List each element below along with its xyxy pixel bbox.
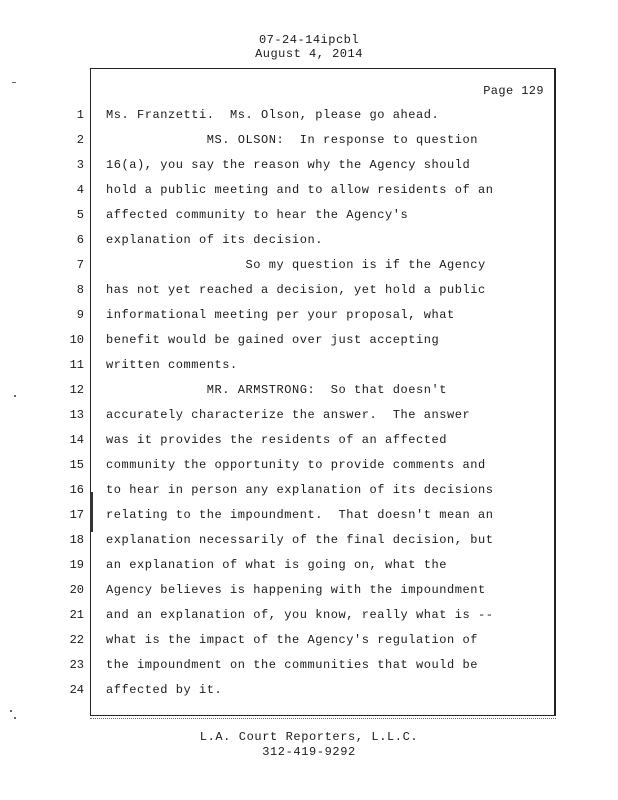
transcript-line [0, 608, 618, 633]
line-text: explanation of its decision. [106, 233, 324, 247]
scan-speck [14, 717, 16, 719]
line-number: 23 [69, 658, 84, 672]
line-text: relating to the impoundment. That doesn't mean an [106, 508, 494, 522]
line-number: 10 [69, 333, 84, 347]
line-number: 15 [69, 458, 84, 472]
scan-speck [10, 710, 12, 712]
line-number: 3 [76, 158, 84, 172]
transcript-line [0, 458, 618, 483]
line-number: 21 [69, 608, 84, 622]
line-text: accurately characterize the answer. The answer [106, 408, 471, 422]
transcript-line [0, 683, 618, 708]
scan-speck [14, 395, 16, 397]
line-number: 16 [69, 483, 84, 497]
line-text: an explanation of what is going on, what the [106, 558, 448, 572]
transcript-line [0, 558, 618, 583]
line-number: 22 [69, 633, 84, 647]
transcript-line [0, 583, 618, 608]
line-text: has not yet reached a decision, yet hold a public [106, 283, 486, 297]
line-number: 7 [76, 258, 84, 272]
transcript-line [0, 183, 618, 208]
line-number: 8 [76, 283, 84, 297]
line-number: 2 [76, 133, 84, 147]
line-text: affected by it. [106, 683, 223, 697]
transcript-line [0, 408, 618, 433]
transcript-file-id: 07-24-14ipcbl [258, 33, 360, 47]
line-number: 4 [76, 183, 84, 197]
line-number: 20 [69, 583, 84, 597]
line-text: So my question is if the Agency [106, 258, 486, 272]
line-number: 5 [76, 208, 84, 222]
line-text: the impoundment on the communities that would be [106, 658, 479, 672]
transcript-line [0, 283, 618, 308]
transcript-line [0, 108, 618, 133]
line-text: hold a public meeting and to allow residents of an [106, 183, 494, 197]
transcript-line [0, 508, 618, 533]
line-number: 9 [76, 308, 84, 322]
line-text: MS. OLSON: In response to question [106, 133, 479, 147]
line-text: and an explanation of, you know, really what is -- [106, 608, 494, 622]
line-text: informational meeting per your proposal, what [106, 308, 455, 322]
line-text: affected community to hear the Agency's [106, 208, 409, 222]
transcript-line [0, 483, 618, 508]
transcript-line [0, 333, 618, 358]
transcript-line [0, 633, 618, 658]
line-number: 24 [69, 683, 84, 697]
transcript-line [0, 308, 618, 333]
line-number: 13 [69, 408, 84, 422]
transcript-line [0, 233, 618, 258]
line-number: 6 [76, 233, 84, 247]
line-text: community the opportunity to provide comments and [106, 458, 486, 472]
line-text: written comments. [106, 358, 238, 372]
line-text: what is the impact of the Agency's regulation of [106, 633, 479, 647]
line-text: Ms. Franzetti. Ms. Olson, please go ahead. [106, 108, 440, 122]
transcript-line [0, 658, 618, 683]
transcript-line [0, 533, 618, 558]
line-number: 1 [76, 108, 84, 122]
line-text: benefit would be gained over just accepting [106, 333, 440, 347]
court-reporter-phone: 312-419-9292 [262, 745, 356, 759]
transcript-line [0, 133, 618, 158]
line-number: 18 [69, 533, 84, 547]
line-text: was it provides the residents of an affected [106, 433, 448, 447]
transcript-line [0, 433, 618, 458]
line-number: 14 [69, 433, 84, 447]
transcript-line [0, 158, 618, 183]
transcript-line [0, 258, 618, 283]
line-text: MR. ARMSTRONG: So that doesn't [106, 383, 448, 397]
line-number: 19 [69, 558, 84, 572]
line-text: 16(a), you say the reason why the Agency should [106, 158, 471, 172]
transcript-line [0, 208, 618, 233]
transcript-line [0, 358, 618, 383]
scan-speck [12, 82, 16, 83]
transcript-line [0, 383, 618, 408]
court-reporter-company: L.A. Court Reporters, L.L.C. [199, 730, 419, 744]
page-number-label: Page 129 [483, 84, 544, 98]
line-number: 17 [69, 508, 84, 522]
transcript-date: August 4, 2014 [255, 47, 363, 61]
line-text: Agency believes is happening with the impoundment [106, 583, 486, 597]
line-number: 11 [69, 358, 84, 372]
line-number: 12 [69, 383, 84, 397]
frame-bottom-border [90, 718, 556, 719]
line-text: explanation necessarily of the final decision, but [106, 533, 494, 547]
line-text: to hear in person any explanation of its decisions [106, 483, 494, 497]
